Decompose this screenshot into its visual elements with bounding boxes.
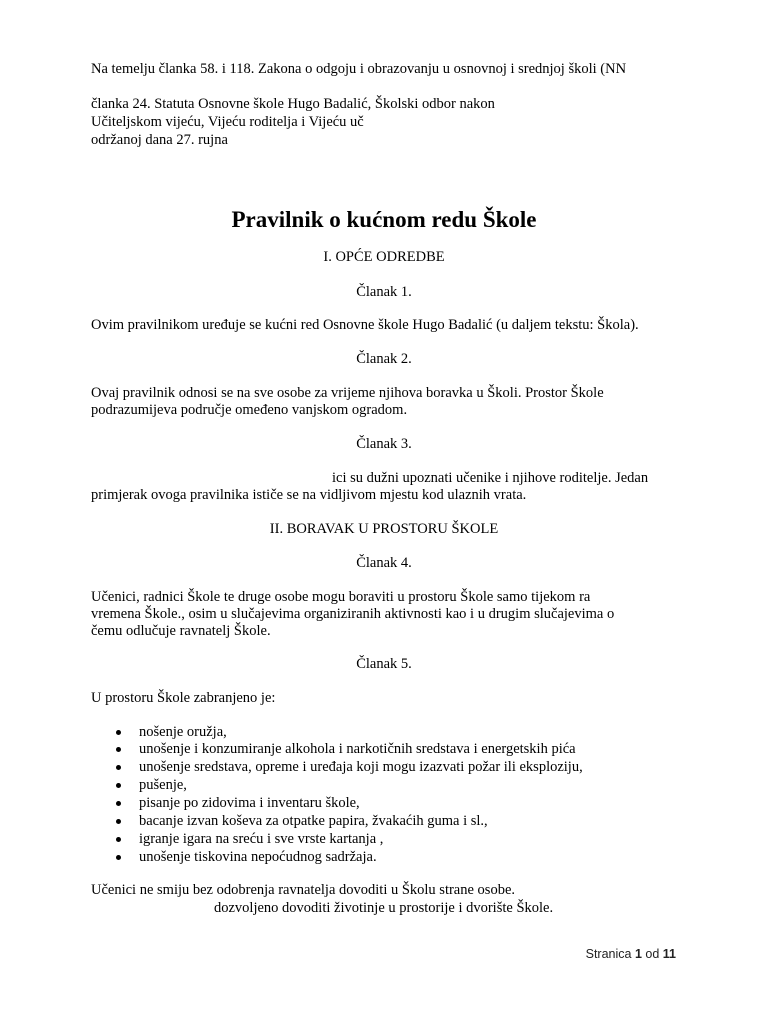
article-4-line-2: vremena Škole., osim u slučajevima organiziranih aktivnosti kao i u drugim slučajevima o xyxy=(91,606,615,622)
article-4-line-3: čemu odlučuje ravnatelj Škole. xyxy=(91,623,271,639)
article-3-label: Članak 3. xyxy=(356,436,412,452)
list-item-text: unošenje i konzumiranje alkohola i narkotičnih sredstava i energetskih pića xyxy=(139,741,576,757)
preamble-line-1: Na temelju članka 58. i 118. Zakona o odgoju i obrazovanju u osnovnoj i srednjoj školi (NN xyxy=(91,61,627,77)
article-1-text: Ovim pravilnikom uređuje se kućni red Osnovne škole Hugo Badalić (u daljem tekstu: Škola). xyxy=(91,317,639,333)
list-item-text: nošenje oružja, xyxy=(139,724,227,740)
article-5-intro: U prostoru Škole zabranjeno je: xyxy=(91,690,276,706)
section-heading-2: II. BORAVAK U PROSTORU ŠKOLE xyxy=(269,521,499,537)
article-1-label: Članak 1. xyxy=(356,284,412,300)
closing-line-1: Učenici ne smiju bez odobrenja ravnatelja dovoditi u Školu strane osobe. xyxy=(91,882,516,898)
total-pages: 11 xyxy=(662,947,676,961)
closing-line-2: dozvoljeno dovoditi životinje u prostorije i dvorište Škole. xyxy=(214,900,554,916)
preamble-line-4: održanoj dana 27. rujna xyxy=(91,132,228,148)
list-item-text: igranje igara na sreću i sve vrste kartanja , xyxy=(139,831,384,847)
preamble-line-2: članka 24. Statuta Osnovne škole Hugo Badalić, Školski odbor nakon xyxy=(91,96,495,112)
article-2-line-1: Ovaj pravilnik odnosi se na sve osobe za vrijeme njihova boravka u Školi. Prostor Škole xyxy=(91,385,604,401)
document-title: Pravilnik o kućnom redu Škole xyxy=(231,207,537,232)
list-item-text: unošenje sredstava, opreme i uređaja koji mogu izazvati požar ili eksploziju, xyxy=(139,759,583,775)
list-item-text: unošenje tiskovina nepoćudnog sadržaja. xyxy=(139,849,377,865)
bullet-icon xyxy=(116,855,121,860)
page-label: Stranica xyxy=(585,947,632,961)
page-number-footer xyxy=(586,947,676,961)
article-2-label: Članak 2. xyxy=(356,351,412,367)
list-item-text: pušenje, xyxy=(139,777,187,793)
bullet-icon xyxy=(116,730,121,735)
preamble-line-3: Učiteljskom vijeću, Vijeću roditelja i Vijeću uč xyxy=(91,114,364,130)
bullet-icon xyxy=(116,747,121,752)
article-2-line-2: podrazumijeva područje omeđeno vanjskom ogradom. xyxy=(91,402,408,418)
page-of-label: od xyxy=(645,947,660,961)
bullet-icon xyxy=(116,783,121,788)
article-3-line-1: ici su dužni upoznati učenike i njihove roditelje. Jedan xyxy=(332,470,649,486)
list-item-text: bacanje izvan koševa za otpatke papira, žvakaćih guma i sl., xyxy=(139,813,488,829)
bullet-icon xyxy=(116,837,121,842)
bullet-icon xyxy=(116,819,121,824)
list-item-text: pisanje po zidovima i inventaru škole, xyxy=(139,795,360,811)
bullet-icon xyxy=(116,765,121,770)
bullet-icon xyxy=(116,801,121,806)
article-4-line-1: Učenici, radnici Škole te druge osobe mogu boraviti u prostoru Škole samo tijekom ra xyxy=(91,589,591,605)
article-5-label: Članak 5. xyxy=(356,656,412,672)
article-4-label: Članak 4. xyxy=(356,555,412,571)
section-heading-1: I. OPĆE ODREDBE xyxy=(323,249,445,265)
article-3-line-2: primjerak ovoga pravilnika ističe se na vidljivom mjestu kod ulaznih vrata. xyxy=(91,487,527,503)
current-page: 1 xyxy=(634,947,642,961)
